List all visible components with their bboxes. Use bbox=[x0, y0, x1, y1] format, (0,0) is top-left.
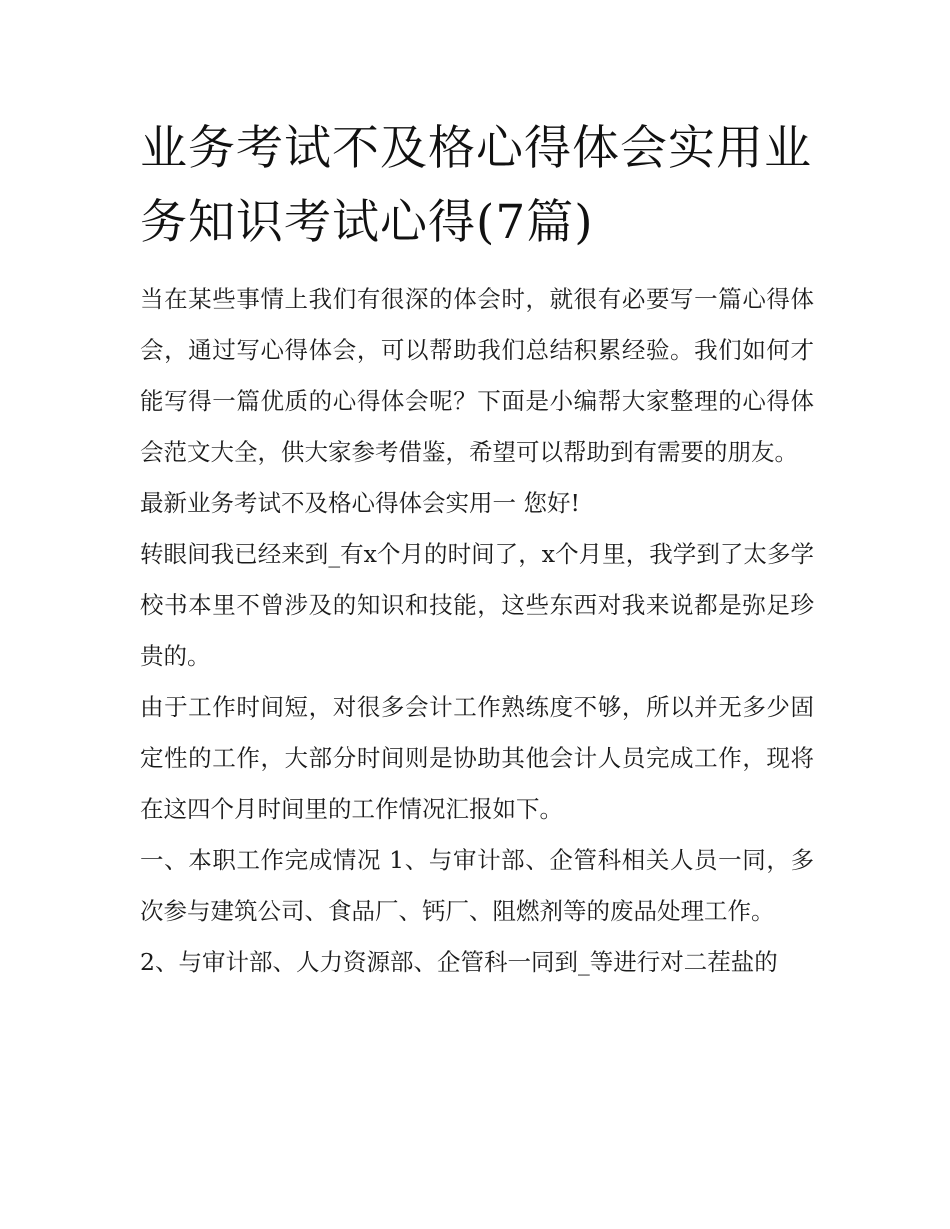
body-paragraph: 转眼间我已经来到_有x个月的时间了，x个月里，我学到了太多学校书本里不曾涉及的知识和技能，这些东西对我来说都是弥足珍贵的。 bbox=[140, 540, 814, 670]
work-item-paragraph: 2、与审计部、人力资源部、企管科一同到_等进行对二茬盐的 bbox=[140, 948, 778, 976]
body-paragraph: 由于工作时间短，对很多会计工作熟练度不够，所以并无多少固定性的工作，大部分时间则是协助其他会计人员完成工作，现将在这四个月时间里的工作情况汇报如下。 bbox=[140, 693, 814, 823]
section-heading-paragraph: 最新业务考试不及格心得体会实用一 您好! bbox=[140, 489, 580, 517]
work-item-paragraph: 一、本职工作完成情况 1、与审计部、企管科相关人员一同，多次参与建筑公司、食品厂、钙厂、阻燃剂等的废品处理工作。 bbox=[140, 846, 814, 925]
intro-paragraph: 当在某些事情上我们有很深的体会时，就很有必要写一篇心得体会，通过写心得体会，可以帮助我们总结积累经验。我们如何才能写得一篇优质的心得体会呢？下面是小编帮大家整理的心得体会范文大全，供大家参考借鉴，希望可以帮助到有需要的朋友。 bbox=[140, 285, 814, 466]
document-title: 业务考试不及格心得体会实用业务知识考试心得(7篇) bbox=[140, 121, 812, 250]
document-body bbox=[140, 112, 814, 988]
